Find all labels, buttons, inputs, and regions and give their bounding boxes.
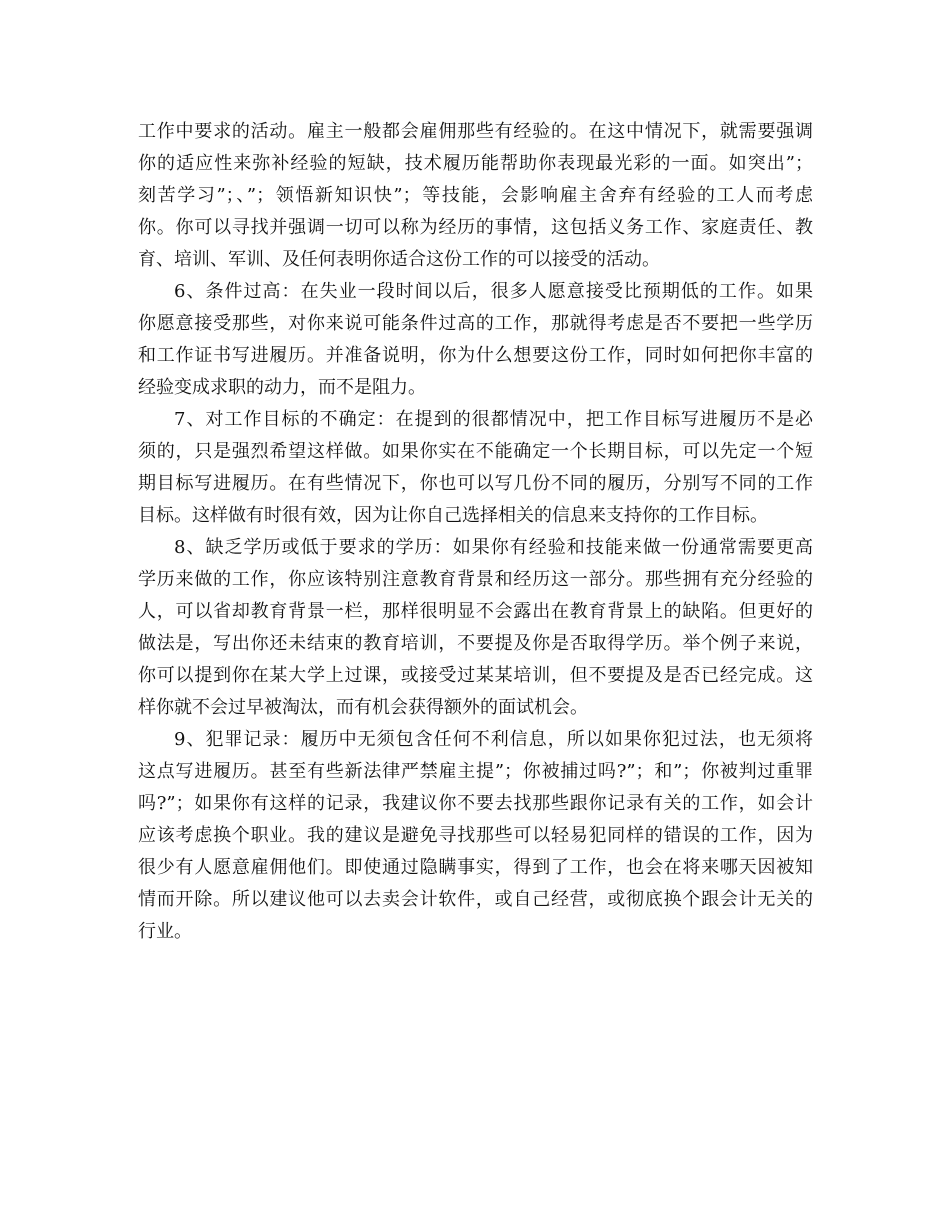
text-line: 育、培训、军训、及任何表明你适合这份工作的可以接受的活动。	[138, 249, 660, 270]
document-body	[138, 116, 813, 948]
text-line: 应该考虑换个职业。我的建议是避免寻找那些可以轻易犯同样的错误的工作，因为	[138, 825, 813, 846]
text-line: 8、缺乏学历或低于要求的学历：如果你有经验和技能来做一份通常需要更高	[174, 537, 813, 558]
paragraph-8	[138, 532, 813, 724]
text-line: 学历来做的工作，你应该特别注意教育背景和经历这一部分。那些拥有充分经验的	[138, 569, 813, 590]
paragraph-6	[138, 276, 813, 404]
text-line: 期目标写进履历。在有些情况下，你也可以写几份不同的履历，分别写不同的工作	[138, 473, 813, 494]
text-line: 刻苦学习”；、”；领悟新知识快”；等技能，会影响雇主舍弃有经验的工人而考虑	[138, 185, 813, 206]
text-line: 这点写进履历。甚至有些新法律严禁雇主提”；你被捕过吗?”；和”；你被判过重罪	[138, 761, 813, 782]
text-line: 9、犯罪记录：履历中无须包含任何不利信息，所以如果你犯过法，也无须将	[174, 729, 813, 750]
paragraph-9	[138, 724, 813, 948]
text-line: 6、条件过高：在失业一段时间以后，很多人愿意接受比预期低的工作。如果	[174, 281, 813, 302]
text-line: 7、对工作目标的不确定：在提到的很都情况中，把工作目标写进履历不是必	[174, 409, 813, 430]
text-line: 行业。	[138, 921, 192, 942]
text-line: 工作中要求的活动。雇主一般都会雇佣那些有经验的。在这中情况下，就需要强调	[138, 121, 813, 142]
text-line: 样你就不会过早被淘汰，而有机会获得额外的面试机会。	[138, 697, 588, 718]
text-line: 和工作证书写进履历。并准备说明，你为什么想要这份工作，同时如何把你丰富的	[138, 345, 813, 366]
text-line: 你的适应性来弥补经验的短缺，技术履历能帮助你表现最光彩的一面。如突出”；	[138, 153, 813, 174]
text-line: 你可以提到你在某大学上过课，或接受过某某培训，但不要提及是否已经完成。这	[138, 665, 813, 686]
text-line: 须的，只是强烈希望这样做。如果你实在不能确定一个长期目标，可以先定一个短	[138, 441, 813, 462]
text-line: 目标。这样做有时很有效，因为让你自己选择相关的信息来支持你的工作目标。	[138, 505, 768, 526]
text-line: 情而开除。所以建议他可以去卖会计软件，或自己经营，或彻底换个跟会计无关的	[138, 889, 813, 910]
text-line: 做法是，写出你还未结束的教育培训，不要提及你是否取得学历。举个例子来说，	[138, 633, 813, 654]
paragraph-7	[138, 404, 813, 532]
text-line: 你。你可以寻找并强调一切可以称为经历的事情，这包括义务工作、家庭责任、教	[138, 217, 813, 238]
text-line: 经验变成求职的动力，而不是阻力。	[138, 377, 426, 398]
text-line: 吗?”；如果你有这样的记录，我建议你不要去找那些跟你记录有关的工作，如会计	[138, 793, 813, 814]
text-line: 人，可以省却教育背景一栏，那样很明显不会露出在教育背景上的缺陷。但更好的	[138, 601, 813, 622]
text-line: 很少有人愿意雇佣他们。即使通过隐瞒事实，得到了工作，也会在将来哪天因被知	[138, 857, 813, 878]
paragraph-continuation	[138, 116, 813, 276]
text-line: 你愿意接受那些，对你来说可能条件过高的工作，那就得考虑是否不要把一些学历	[138, 313, 813, 334]
